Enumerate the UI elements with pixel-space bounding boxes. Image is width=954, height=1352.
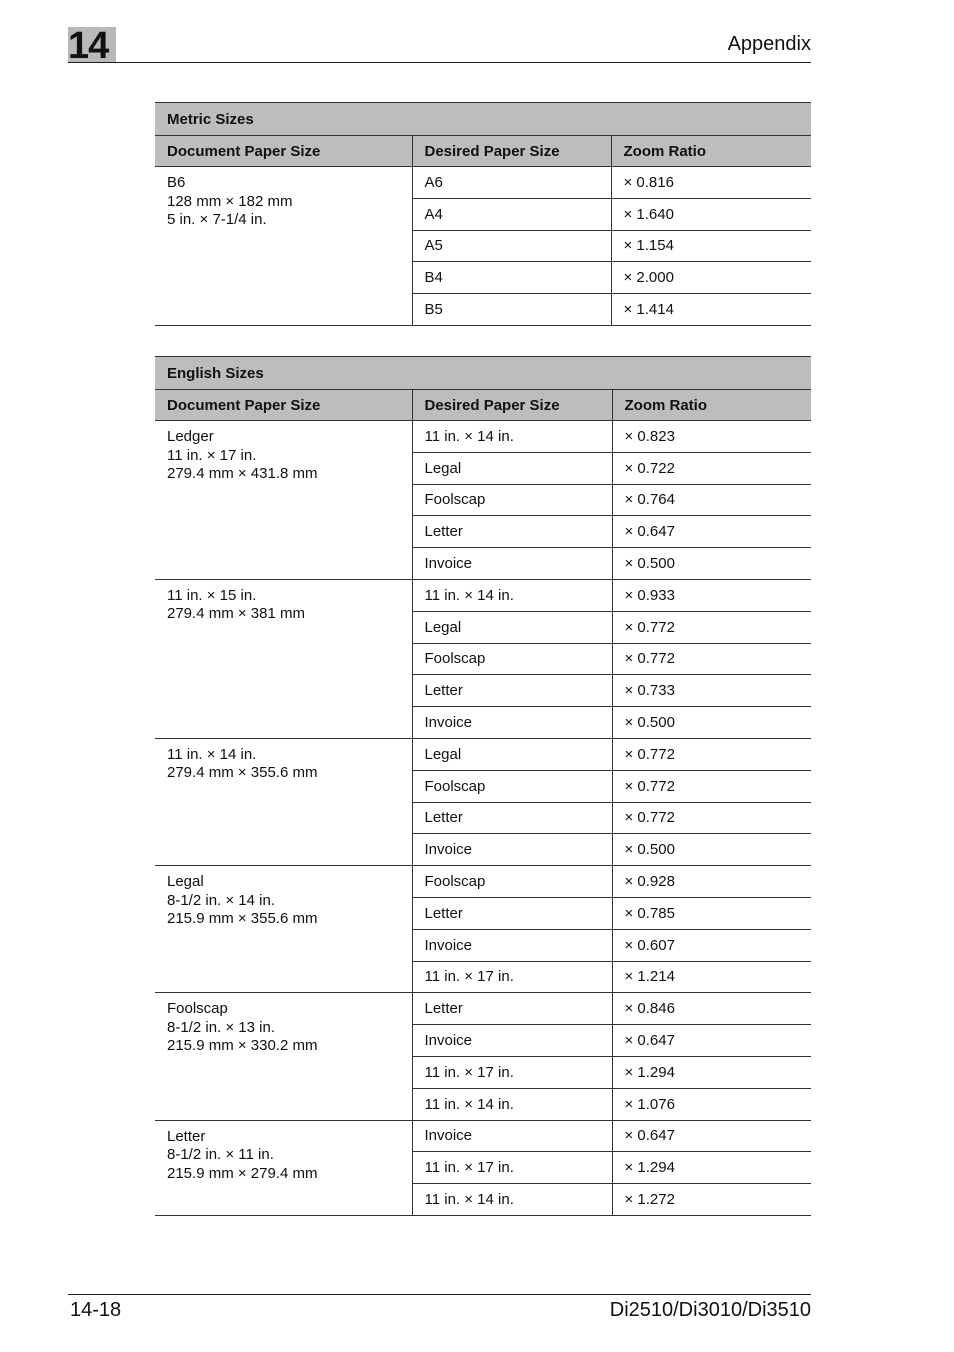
zoom-ratio-cell: × 1.294 [612, 1152, 811, 1184]
desired-size-cell: B4 [412, 262, 611, 294]
zoom-ratio-cell: × 0.823 [612, 421, 811, 453]
table-row [155, 579, 811, 611]
table-row [155, 1120, 811, 1152]
header-divider [68, 62, 811, 63]
zoom-ratio-cell: × 0.846 [612, 993, 811, 1025]
desired-size-cell: Legal [412, 452, 612, 484]
desired-size-cell: Legal [412, 738, 612, 770]
desired-size-cell: Invoice [412, 834, 612, 866]
zoom-ratio-cell: × 0.772 [612, 611, 811, 643]
zoom-ratio-cell: × 0.500 [612, 548, 811, 580]
model-name: Di2510/Di3010/Di3510 [609, 1299, 811, 1321]
document-size-line: 215.9 mm × 330.2 mm [167, 1037, 318, 1055]
desired-size-cell: B5 [412, 294, 611, 326]
column-header-zoom: Zoom Ratio [612, 390, 811, 421]
page-title: Appendix [727, 33, 811, 55]
document-size-line: 8-1/2 in. × 11 in. [167, 1146, 274, 1164]
zoom-ratio-cell: × 1.272 [612, 1184, 811, 1216]
zoom-ratio-cell: × 0.785 [612, 897, 811, 929]
zoom-ratio-cell: × 0.733 [612, 675, 811, 707]
desired-size-cell: A4 [412, 198, 611, 230]
english-sizes-table [155, 356, 811, 1216]
table-row [155, 421, 811, 453]
document-size-line: Legal [167, 873, 204, 891]
desired-size-cell: Invoice [412, 929, 612, 961]
desired-size-cell: Invoice [412, 548, 612, 580]
desired-size-cell: 11 in. × 14 in. [412, 1184, 612, 1216]
desired-size-cell: Foolscap [412, 484, 612, 516]
zoom-ratio-cell: × 0.816 [611, 167, 811, 199]
zoom-ratio-cell: × 0.933 [612, 579, 811, 611]
zoom-ratio-cell: × 1.076 [612, 1088, 811, 1120]
document-size-line: 11 in. × 14 in. [167, 745, 257, 763]
document-size-line: 215.9 mm × 279.4 mm [167, 1164, 318, 1182]
column-header-document: Document Paper Size [155, 136, 412, 167]
desired-size-cell: Invoice [412, 707, 612, 739]
desired-size-cell: 11 in. × 14 in. [412, 579, 612, 611]
document-size-line: 11 in. × 15 in. [167, 586, 257, 604]
zoom-ratio-cell: × 1.294 [612, 1056, 811, 1088]
table-row [155, 993, 811, 1025]
desired-size-cell: 11 in. × 17 in. [412, 1056, 612, 1088]
chapter-number: 14 [68, 25, 109, 67]
desired-size-cell: 11 in. × 17 in. [412, 961, 612, 993]
zoom-ratio-cell: × 0.647 [612, 516, 811, 548]
zoom-ratio-cell: × 0.772 [612, 643, 811, 675]
desired-size-cell: Foolscap [412, 866, 612, 898]
zoom-ratio-cell: × 0.764 [612, 484, 811, 516]
desired-size-cell: Foolscap [412, 770, 612, 802]
metric-sizes-table [155, 102, 811, 326]
zoom-ratio-cell: × 1.214 [612, 961, 811, 993]
column-header-desired: Desired Paper Size [412, 390, 612, 421]
document-size-line: B6 [167, 174, 186, 191]
zoom-ratio-cell: × 0.772 [612, 770, 811, 802]
desired-size-cell: Legal [412, 611, 612, 643]
table-row [155, 738, 811, 770]
document-size-cell [155, 167, 412, 326]
desired-size-cell: Letter [412, 675, 612, 707]
desired-size-cell: A5 [412, 230, 611, 262]
document-size-line: 5 in. × 7-1/4 in. [167, 211, 267, 228]
document-size-line: 128 mm × 182 mm [167, 192, 293, 210]
zoom-ratio-cell: × 2.000 [611, 262, 811, 294]
desired-size-cell: Letter [412, 516, 612, 548]
column-header-document: Document Paper Size [155, 390, 412, 421]
desired-size-cell: 11 in. × 17 in. [412, 1152, 612, 1184]
zoom-ratio-cell: × 0.928 [612, 866, 811, 898]
document-size-cell [155, 421, 412, 580]
document-size-cell [155, 579, 412, 738]
document-size-cell [155, 738, 412, 865]
footer-divider [68, 1294, 811, 1295]
zoom-ratio-cell: × 0.647 [612, 1025, 811, 1057]
zoom-ratio-cell: × 0.647 [612, 1120, 811, 1152]
document-size-line: 8-1/2 in. × 14 in. [167, 891, 275, 909]
desired-size-cell: Foolscap [412, 643, 612, 675]
desired-size-cell: 11 in. × 14 in. [412, 421, 612, 453]
desired-size-cell: Letter [412, 993, 612, 1025]
desired-size-cell: Letter [412, 897, 612, 929]
document-size-cell [155, 993, 412, 1120]
zoom-ratio-cell: × 0.500 [612, 707, 811, 739]
table-title: Metric Sizes [155, 103, 811, 136]
zoom-ratio-cell: × 1.640 [611, 198, 811, 230]
zoom-ratio-cell: × 0.607 [612, 929, 811, 961]
document-size-line: Foolscap [167, 1000, 228, 1018]
document-size-cell [155, 866, 412, 993]
table-title: English Sizes [155, 357, 811, 390]
zoom-ratio-cell: × 1.154 [611, 230, 811, 262]
document-size-cell [155, 1120, 412, 1215]
table-row [155, 866, 811, 898]
column-header-zoom: Zoom Ratio [611, 136, 811, 167]
desired-size-cell: Invoice [412, 1025, 612, 1057]
document-size-line: 279.4 mm × 431.8 mm [167, 465, 318, 482]
document-size-line: Ledger [167, 428, 214, 445]
table-row [155, 167, 811, 199]
zoom-ratio-cell: × 1.414 [611, 294, 811, 326]
desired-size-cell: Letter [412, 802, 612, 834]
desired-size-cell: Invoice [412, 1120, 612, 1152]
document-size-line: 8-1/2 in. × 13 in. [167, 1018, 275, 1036]
document-size-line: 279.4 mm × 355.6 mm [167, 764, 318, 782]
document-size-line: 279.4 mm × 381 mm [167, 605, 305, 623]
page-number: 14-18 [70, 1299, 122, 1321]
desired-size-cell: 11 in. × 14 in. [412, 1088, 612, 1120]
zoom-ratio-cell: × 0.772 [612, 802, 811, 834]
document-size-line: Letter [167, 1127, 206, 1145]
zoom-ratio-cell: × 0.772 [612, 738, 811, 770]
zoom-ratio-cell: × 0.722 [612, 452, 811, 484]
zoom-ratio-cell: × 0.500 [612, 834, 811, 866]
document-size-line: 11 in. × 17 in. [167, 446, 257, 464]
document-size-line: 215.9 mm × 355.6 mm [167, 910, 318, 928]
desired-size-cell: A6 [412, 167, 611, 199]
column-header-desired: Desired Paper Size [412, 136, 611, 167]
